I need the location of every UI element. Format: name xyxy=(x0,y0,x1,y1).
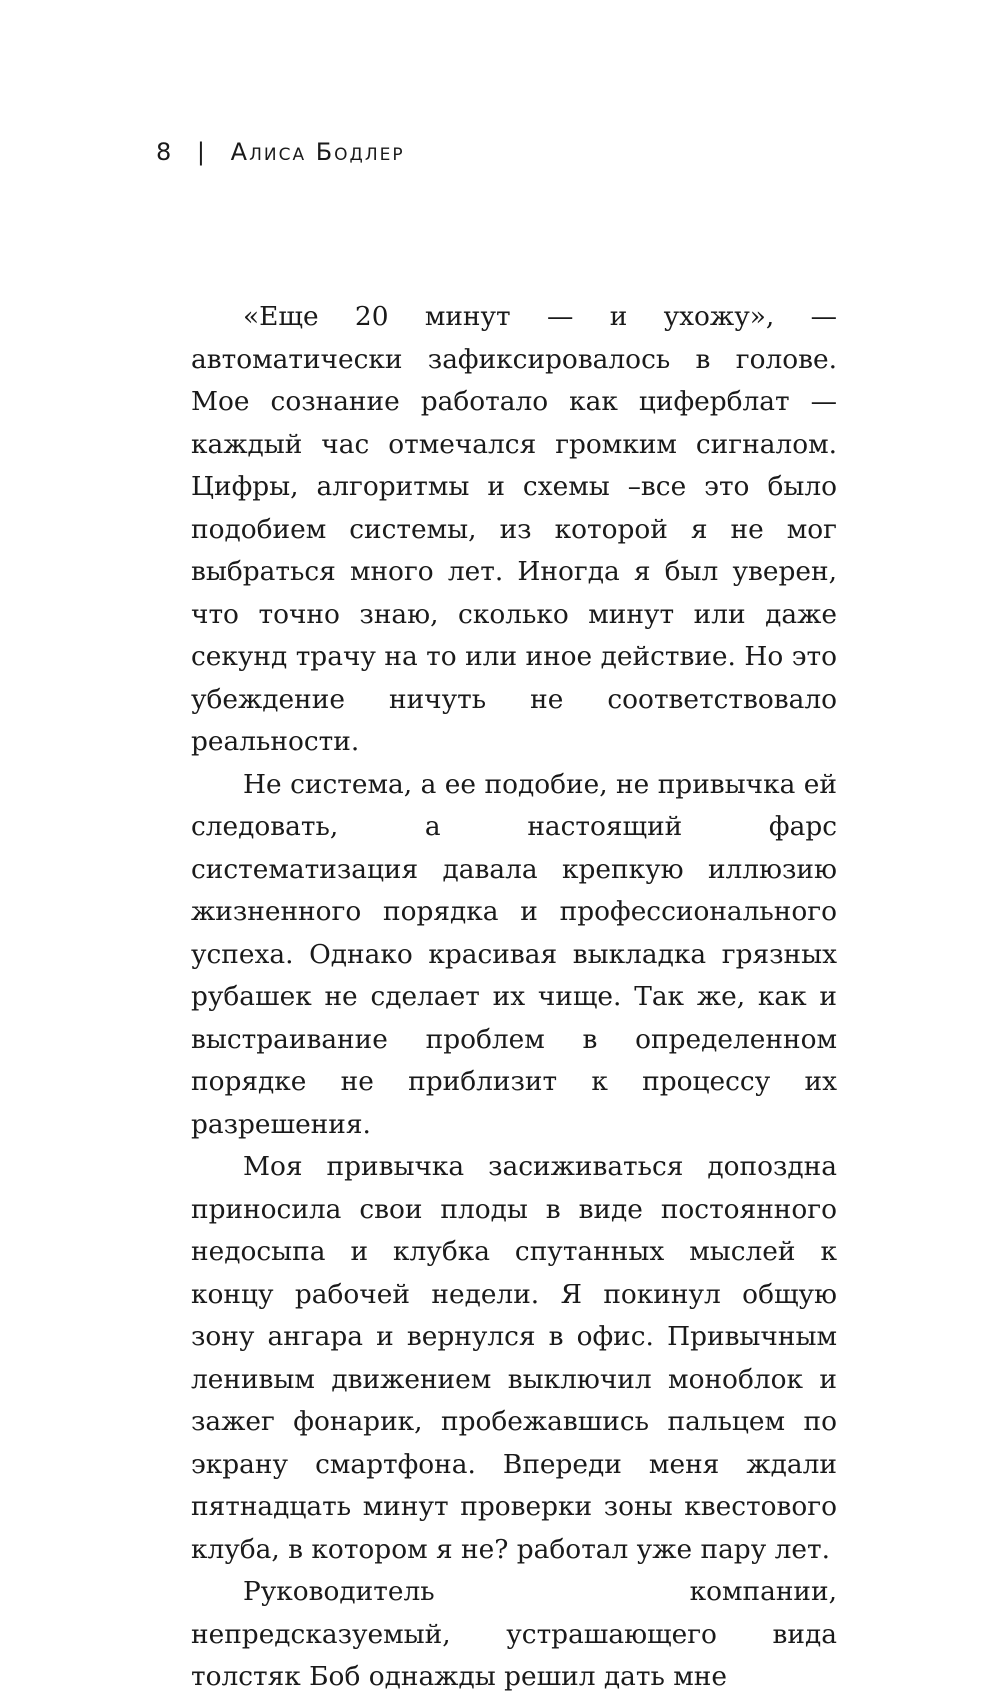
paragraph-1: «Еще 20 минут — и ухожу», — автоматически зафиксировалось в голове. Мое сознание работало как циферблат — каждый час отмечался громким сигналом. Цифры, алгоритмы и схемы –все это было подобием системы, из которой я не мог выбраться много лет. Иногда я был уверен, что точно знаю, сколько минут или даже секунд трачу на то или иное действие. Но это убеждение ничуть не соответствовало реальности. xyxy=(191,301,837,757)
paragraph-4: Руководитель компании, непредсказуемый, устрашающего вида толстяк Боб однажды решил дать мне xyxy=(191,1576,837,1692)
author-name: Алиса Бодлер xyxy=(230,138,405,166)
running-head-divider: | xyxy=(196,138,208,166)
running-head xyxy=(156,138,405,166)
paragraph-3: Моя привычка засиживаться допоздна приносила свои плоды в виде постоянного недосыпа и клубка спутанных мыслей к концу рабочей недели. Я покинул общую зону ангара и вернулся в офис. Привычным ленивым движением выключил моноблок и зажег фонарик, пробежавшись пальцем по экрану смартфона. Впереди меня ждали пятнадцать минут проверки зоны квестового клуба, в котором я не? работал уже пару лет. xyxy=(191,1151,837,1565)
page-number: 8 xyxy=(156,138,174,166)
body-text xyxy=(191,296,837,1699)
paragraph-2: Не система, а ее подобие, не привычка ей следовать, а настоящий фарс систематизация давала крепкую иллюзию жизненного порядка и профессионального успеха. Однако красивая выкладка грязных рубашек не сделает их чище. Так же, как и выстраивание проблем в определенном порядке не приблизит к процессу их разрешения. xyxy=(191,768,837,1140)
